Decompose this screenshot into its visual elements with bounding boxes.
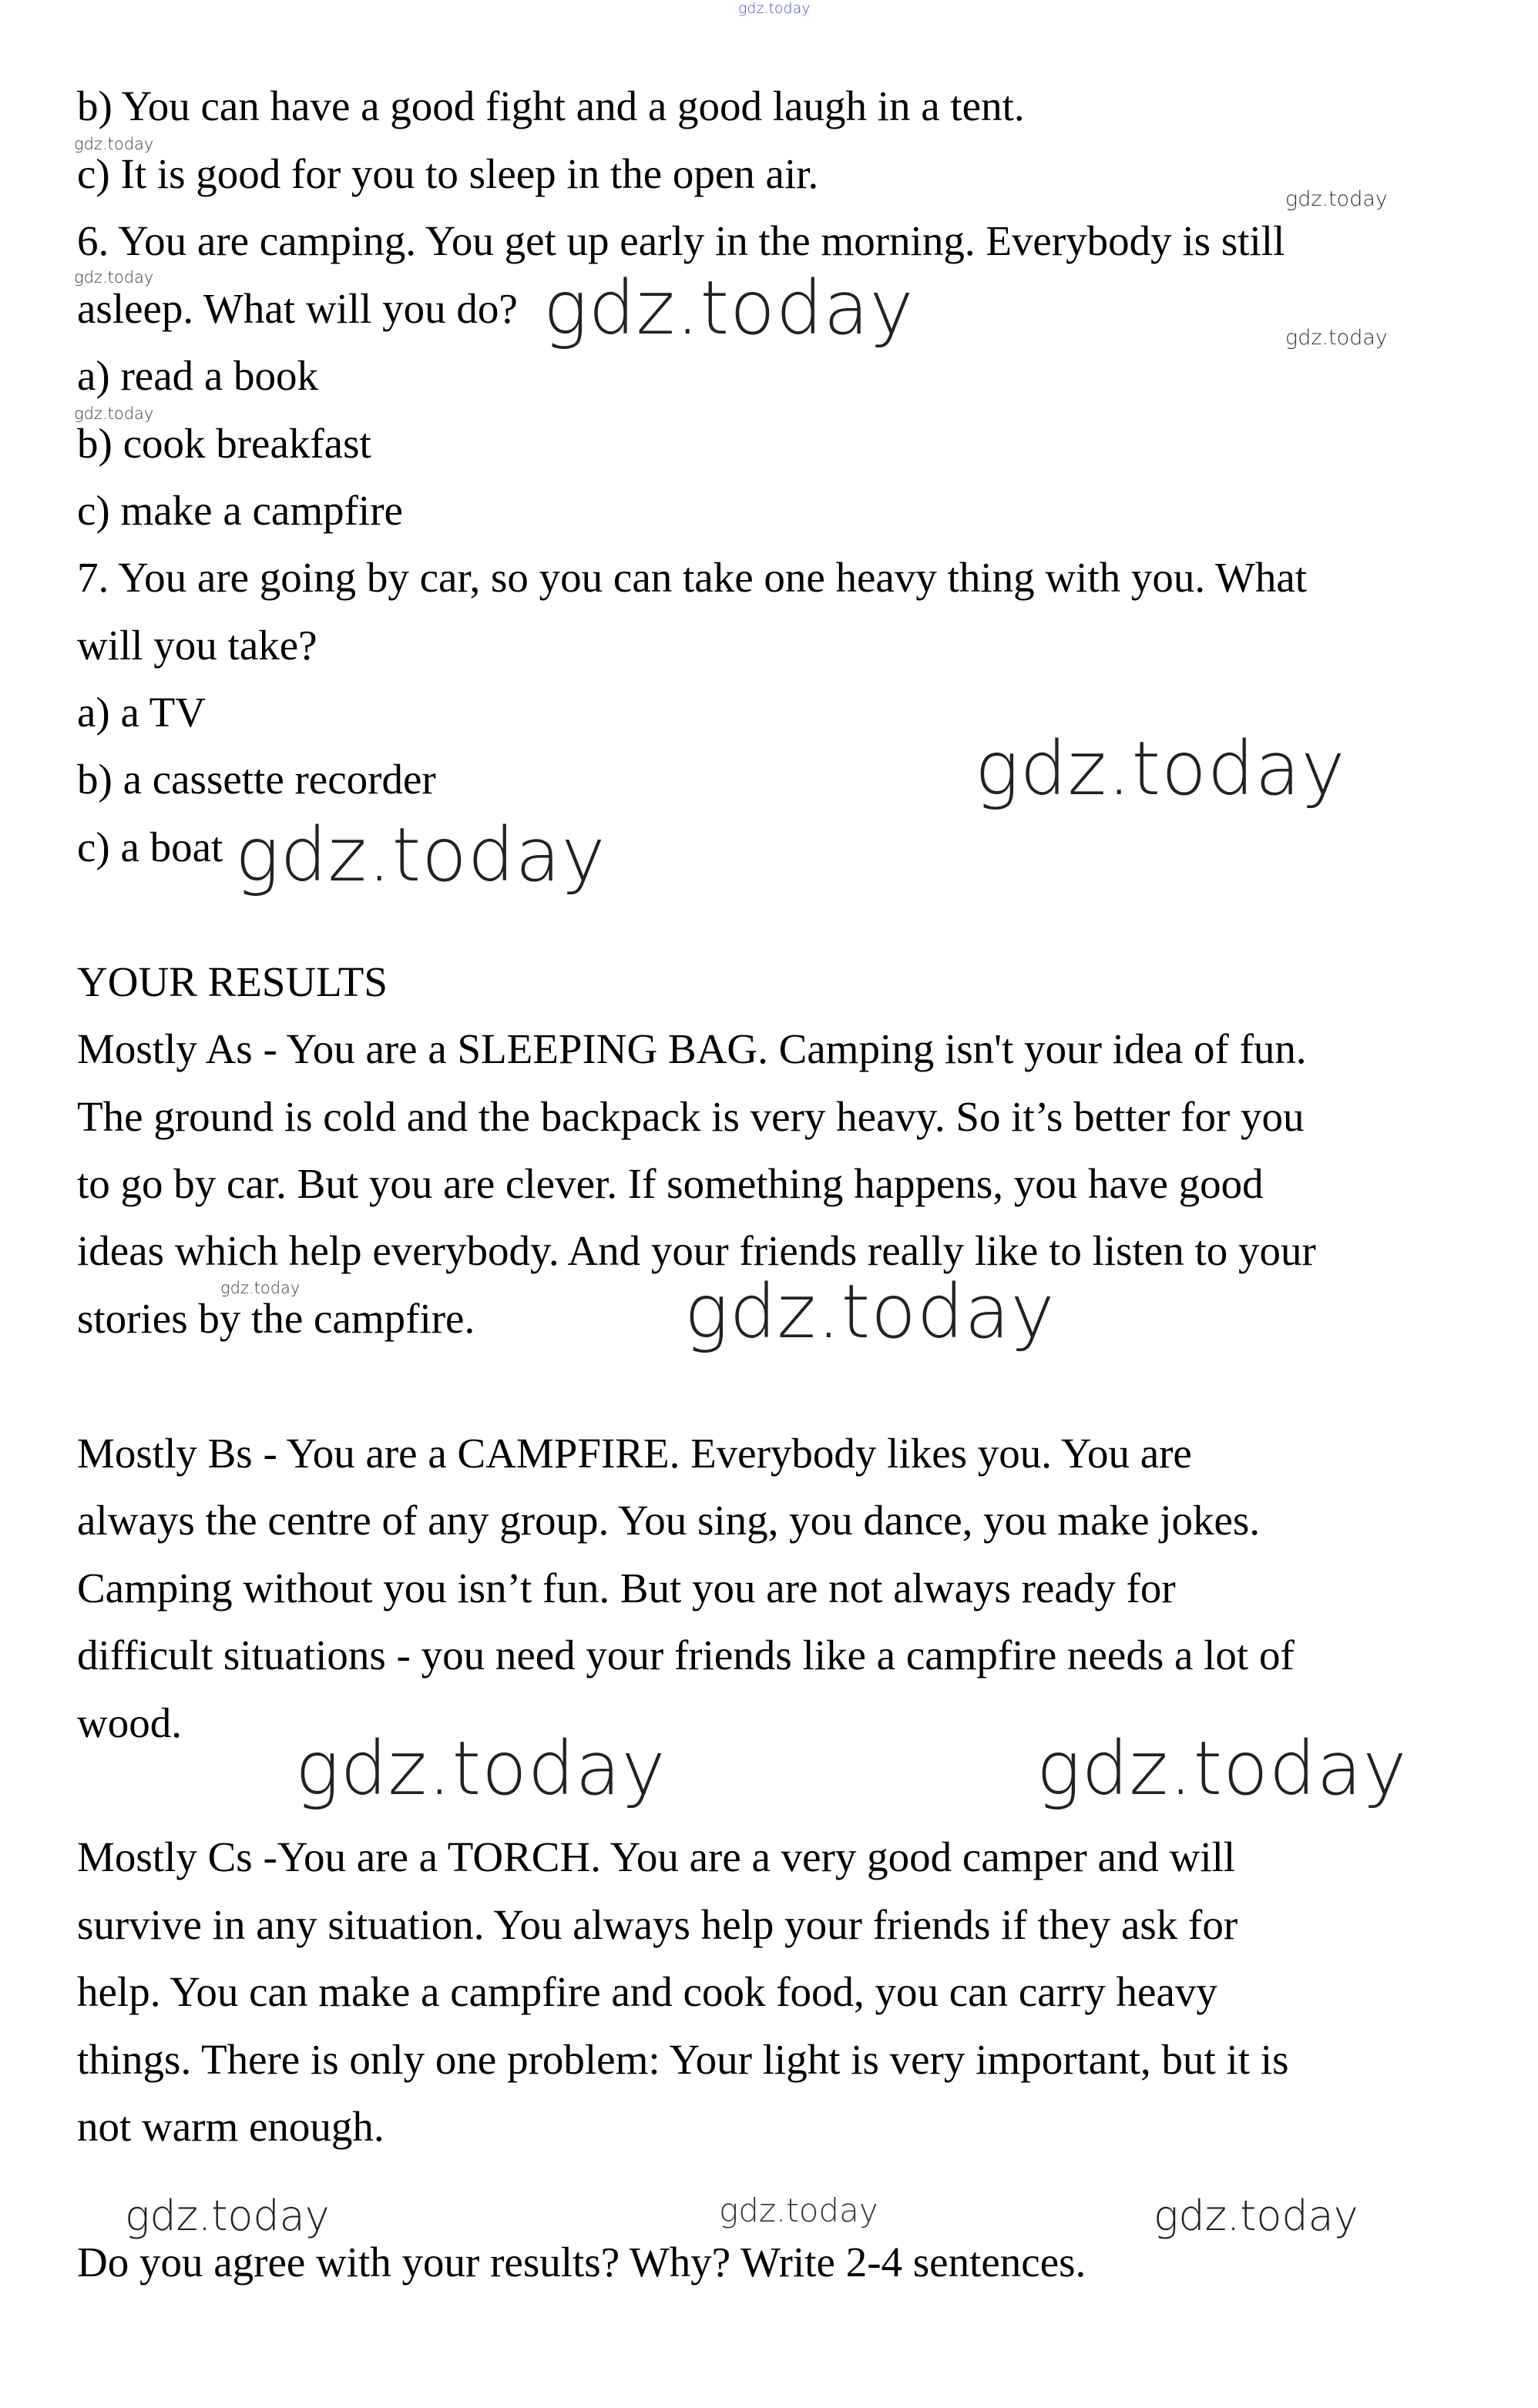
- text-line: not warm enough.: [77, 2103, 384, 2150]
- text-line: a) read a book: [77, 352, 319, 399]
- text-line: b) a cassette recorder: [77, 756, 436, 803]
- text-line: help. You can make a campfire and cook food, you can carry heavy: [77, 1968, 1217, 2015]
- text-line: Mostly Cs -You are a TORCH. You are a very good camper and will: [77, 1833, 1236, 1880]
- watermark: gdz.today: [1285, 187, 1388, 211]
- watermark: gdz.today: [220, 1279, 301, 1297]
- section-heading: YOUR RESULTS: [77, 958, 388, 1005]
- text-line: things. There is only one problem: Your light is very important, but it is: [77, 2036, 1289, 2083]
- text-line: Do you agree with your results? Why? Write 2-4 sentences.: [77, 2239, 1086, 2286]
- text-line: Camping without you isn’t fun. But you are not always ready for: [77, 1565, 1176, 1611]
- text-line: The ground is cold and the backpack is very heavy. So it’s better for you: [77, 1093, 1305, 1140]
- text-line: difficult situations - you need your friends like a campfire needs a lot of: [77, 1632, 1295, 1679]
- text-line: asleep. What will you do?: [77, 285, 518, 332]
- watermark: gdz.today: [74, 404, 154, 423]
- text-line: 6. You are camping. You get up early in the morning. Everybody is still: [77, 217, 1285, 264]
- text-line: to go by car. But you are clever. If something happens, you have good: [77, 1160, 1264, 1207]
- watermark: gdz.today: [235, 812, 606, 898]
- watermark: gdz.today: [543, 265, 915, 351]
- text-line: ideas which help everybody. And your friends really like to listen to your: [77, 1227, 1316, 1274]
- watermark: gdz.today: [684, 1269, 1056, 1355]
- text-line: stories by the campfire.: [77, 1295, 475, 1342]
- text-line: Mostly Bs - You are a CAMPFIRE. Everybody likes you. You are: [77, 1430, 1192, 1477]
- watermark: gdz.today: [1036, 1726, 1408, 1812]
- text-line: Mostly As - You are a SLEEPING BAG. Camping isn't your idea of fun.: [77, 1025, 1307, 1072]
- watermark: gdz.today: [125, 2192, 330, 2240]
- watermark: gdz.today: [1154, 2192, 1358, 2240]
- watermark: gdz.today: [74, 135, 154, 153]
- text-line: a) a TV: [77, 689, 206, 736]
- text-line: c) make a campfire: [77, 487, 403, 534]
- text-line: 7. You are going by car, so you can take one heavy thing with you. What: [77, 554, 1308, 601]
- watermark: gdz.today: [719, 2192, 878, 2229]
- text-line: c) a boat: [77, 823, 223, 870]
- watermark: gdz.today: [295, 1726, 667, 1812]
- watermark: gdz.today: [1285, 326, 1388, 350]
- text-line: will you take?: [77, 622, 317, 669]
- text-line: wood.: [77, 1699, 182, 1746]
- text-line: b) cook breakfast: [77, 420, 371, 467]
- watermark: gdz.today: [975, 726, 1346, 812]
- text-line: c) It is good for you to sleep in the open air.: [77, 150, 819, 197]
- text-line: b) You can have a good fight and a good laugh in a tent.: [77, 82, 1025, 129]
- header-watermark: gdz.today: [738, 0, 811, 17]
- watermark: gdz.today: [74, 268, 154, 287]
- text-line: always the centre of any group. You sing, you dance, you make jokes.: [77, 1497, 1261, 1544]
- text-line: survive in any situation. You always help your friends if they ask for: [77, 1901, 1238, 1948]
